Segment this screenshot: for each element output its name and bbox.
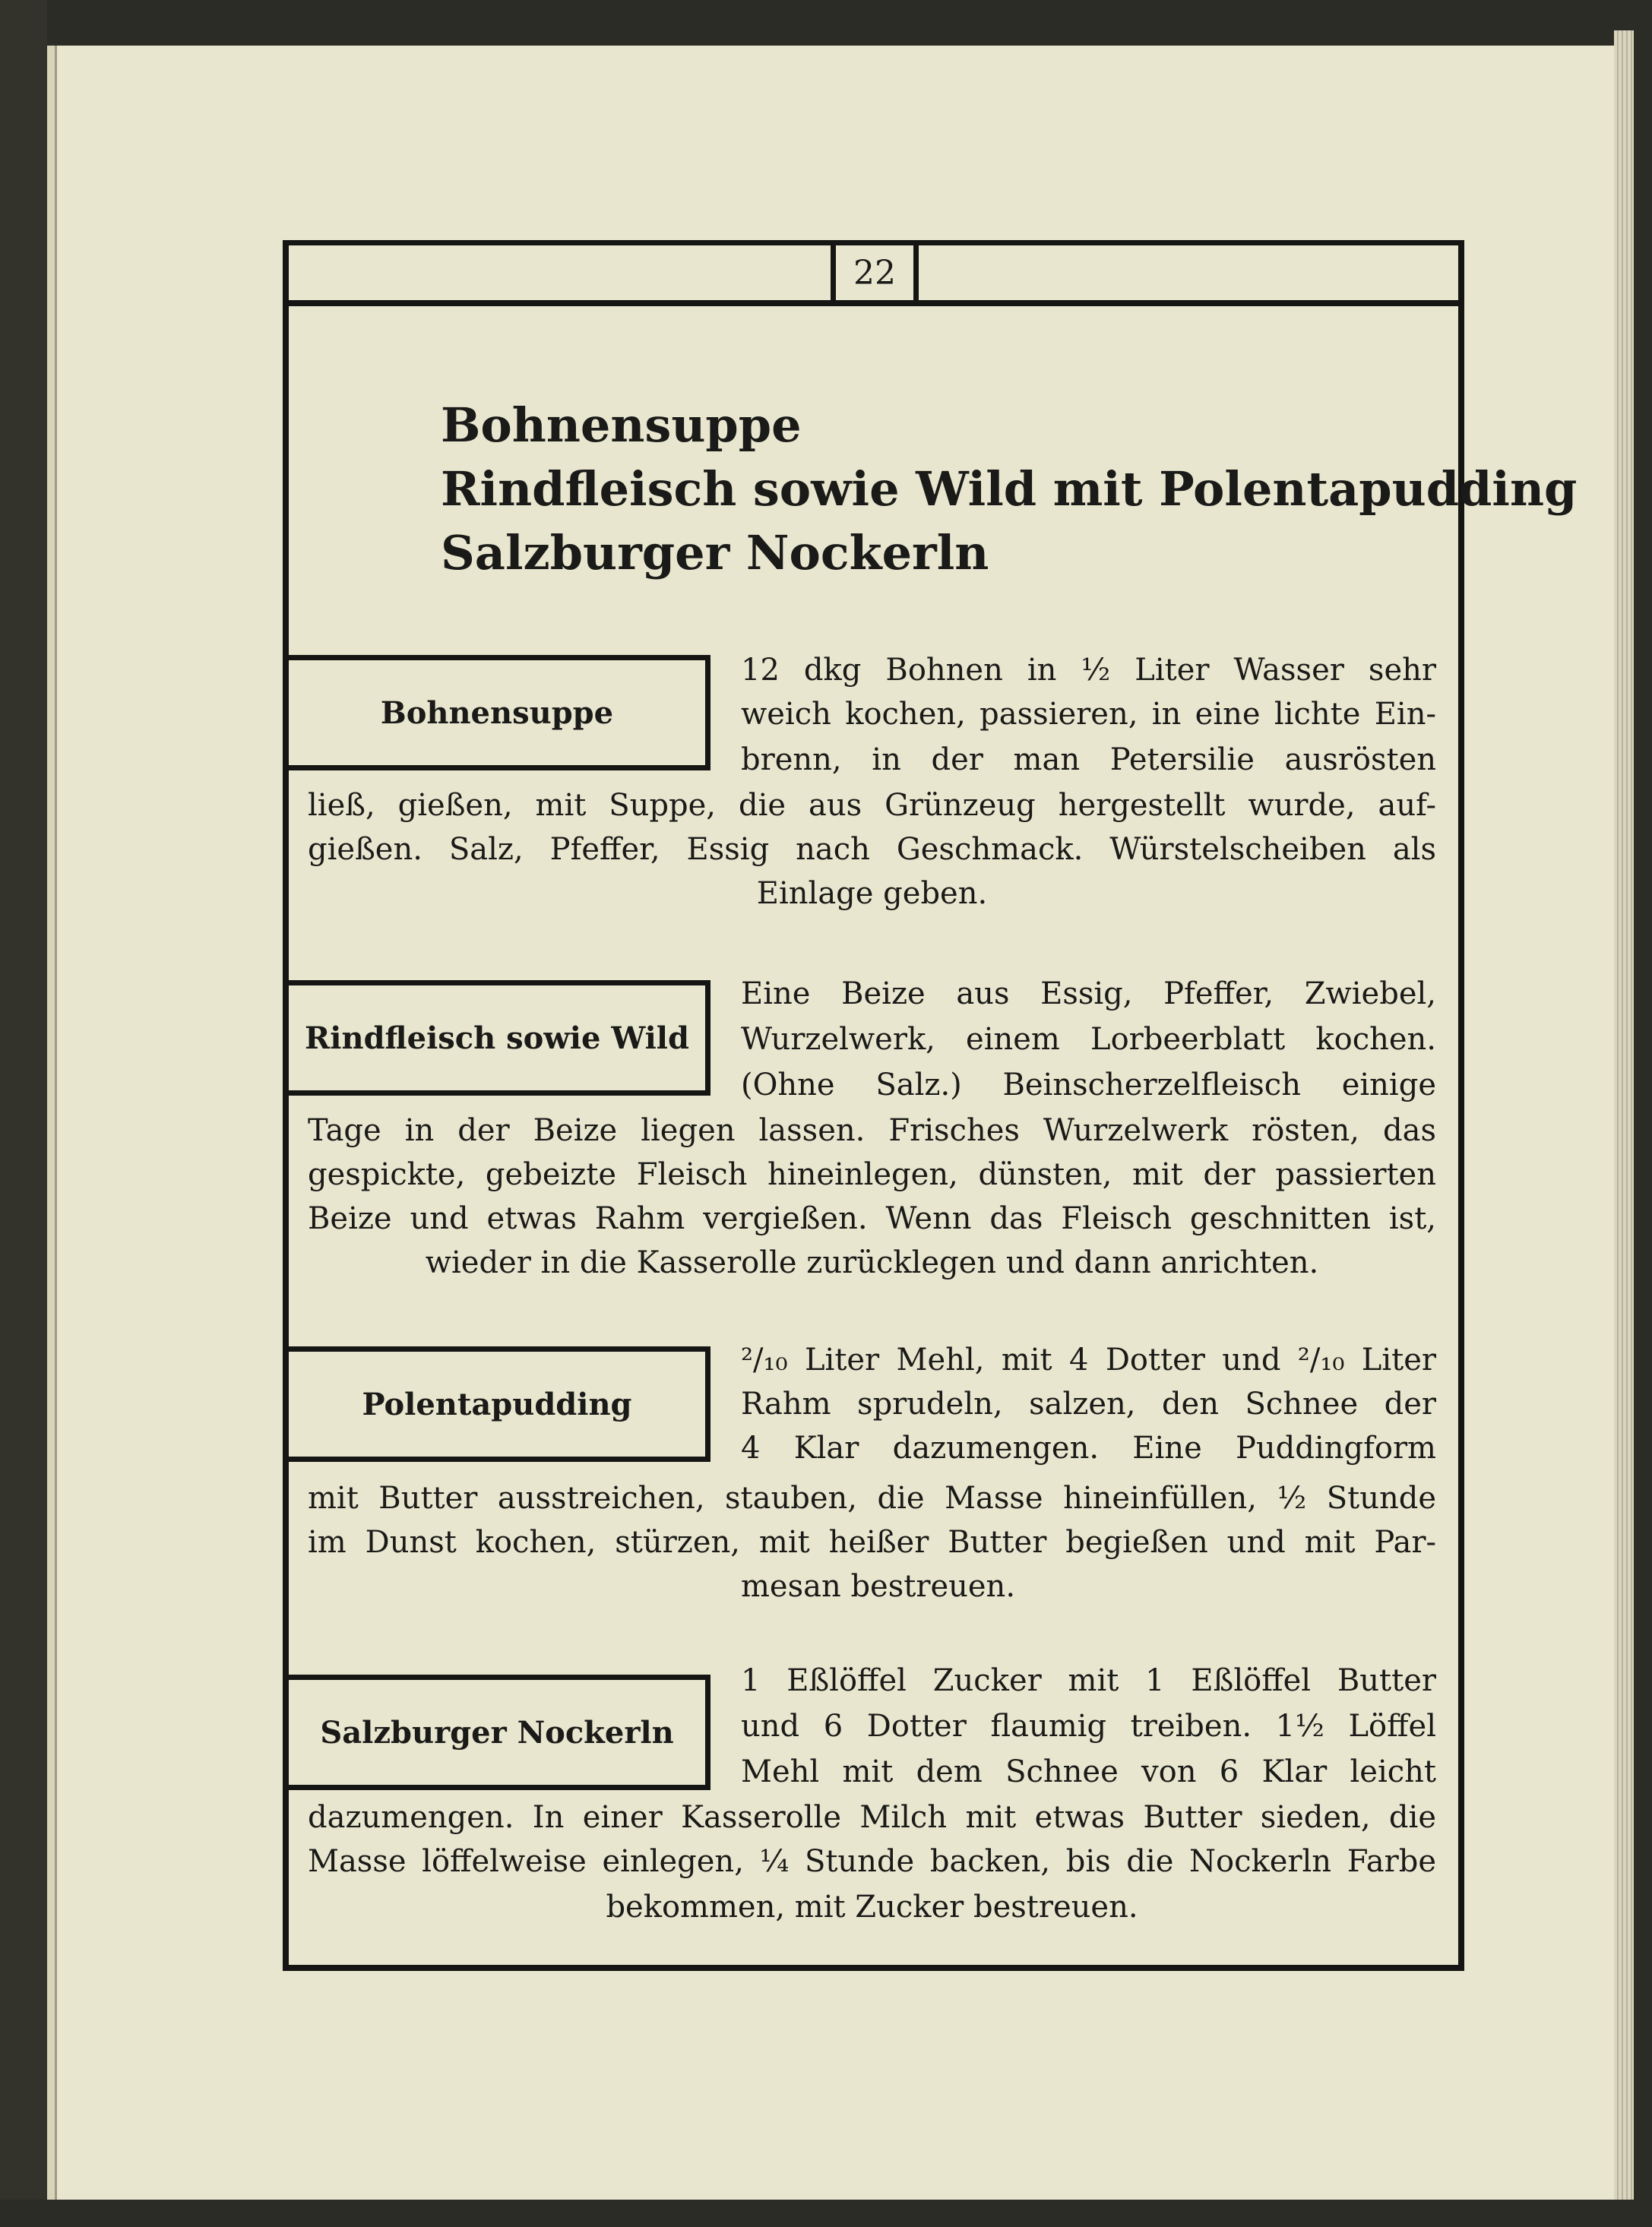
recipe-side-line: 1 Eßlöffel Zucker mit 1 Eßlöffel Butter <box>741 1663 1436 1698</box>
recipe-body-line: Tage in der Beize liegen lassen. Frisches Wurzelwerk rösten, das <box>308 1113 1436 1148</box>
scan-border-bottom <box>0 2200 1652 2227</box>
title-line: Bohnensuppe <box>441 397 802 453</box>
recipe-body-line: dazumengen. In einer Kasserolle Milch mit etwas Butter sieden, die <box>308 1800 1436 1835</box>
binding-edge <box>47 46 57 2200</box>
page-title <box>441 394 1578 585</box>
recipe-body-line: ließ, gießen, mit Suppe, die aus Grünzeug hergestellt wurde, auf- <box>308 788 1436 823</box>
scan-border-left <box>0 0 47 2227</box>
recipe-body-line: mesan bestreuen. <box>741 1569 1016 1604</box>
recipe-side-line: Wurzelwerk, einem Lorbeerblatt kochen. <box>741 1022 1436 1057</box>
recipe-body-line: Masse löffelweise einlegen, ¼ Stunde backen, bis die Nockerln Farbe <box>308 1844 1436 1879</box>
recipe-body-line: mit Butter ausstreichen, stauben, die Masse hineinfüllen, ½ Stunde <box>308 1481 1436 1516</box>
page-edges <box>1614 30 1634 2200</box>
recipe-side-line: 4 Klar dazumengen. Eine Puddingform <box>741 1431 1436 1466</box>
recipe-body-line: bekommen, mit Zucker bestreuen. <box>606 1890 1138 1925</box>
scan-border-right <box>1634 0 1652 2227</box>
title-line: Salzburger Nockerln <box>441 525 989 580</box>
scan-border-top <box>0 0 1652 46</box>
page-number: 22 <box>831 245 919 300</box>
recipe-side-line: weich kochen, passieren, in eine lichte Ein- <box>741 697 1436 732</box>
recipe-label-polentapudding: Polentapudding <box>289 1346 710 1462</box>
recipe-body-line: im Dunst kochen, stürzen, mit heißer Butter begießen und mit Par- <box>308 1525 1436 1560</box>
recipe-label-bohnensuppe: Bohnensuppe <box>289 655 710 770</box>
recipe-label-rindfleisch: Rindfleisch sowie Wild <box>289 980 710 1096</box>
recipe-side-line: und 6 Dotter flaumig treiben. 1½ Löffel <box>741 1709 1436 1744</box>
recipe-label-salzburger-nockerln: Salzburger Nockerln <box>289 1675 710 1790</box>
recipe-side-line: 12 dkg Bohnen in ½ Liter Wasser sehr <box>741 653 1436 688</box>
title-line: Rindfleisch sowie Wild mit Polentapudding <box>441 461 1578 517</box>
recipe-side-line: Mehl mit dem Schnee von 6 Klar leicht <box>741 1754 1436 1789</box>
recipe-side-line: Eine Beize aus Essig, Pfeffer, Zwiebel, <box>741 976 1436 1011</box>
recipe-side-line: ²/₁₀ Liter Mehl, mit 4 Dotter und ²/₁₀ Liter <box>741 1343 1436 1378</box>
recipe-body-line: Einlage geben. <box>756 876 988 911</box>
recipe-side-line: brenn, in der man Petersilie ausrösten <box>741 742 1436 777</box>
frame-top-rule <box>283 240 1464 245</box>
recipe-body-line: wieder in die Kasserolle zurücklegen und dann anrichten. <box>425 1245 1319 1280</box>
frame-header-rule <box>283 300 1464 306</box>
recipe-side-line: Rahm sprudeln, salzen, den Schnee der <box>741 1387 1436 1422</box>
recipe-side-line: (Ohne Salz.) Beinscherzelfleisch einige <box>741 1068 1436 1102</box>
recipe-body-line: gießen. Salz, Pfeffer, Essig nach Geschmack. Würstelscheiben als <box>308 832 1436 867</box>
recipe-body-line: gespickte, gebeizte Fleisch hineinlegen, dünsten, mit der passierten <box>308 1157 1436 1192</box>
recipe-body-line: Beize und etwas Rahm vergießen. Wenn das Fleisch geschnitten ist, <box>308 1201 1436 1236</box>
